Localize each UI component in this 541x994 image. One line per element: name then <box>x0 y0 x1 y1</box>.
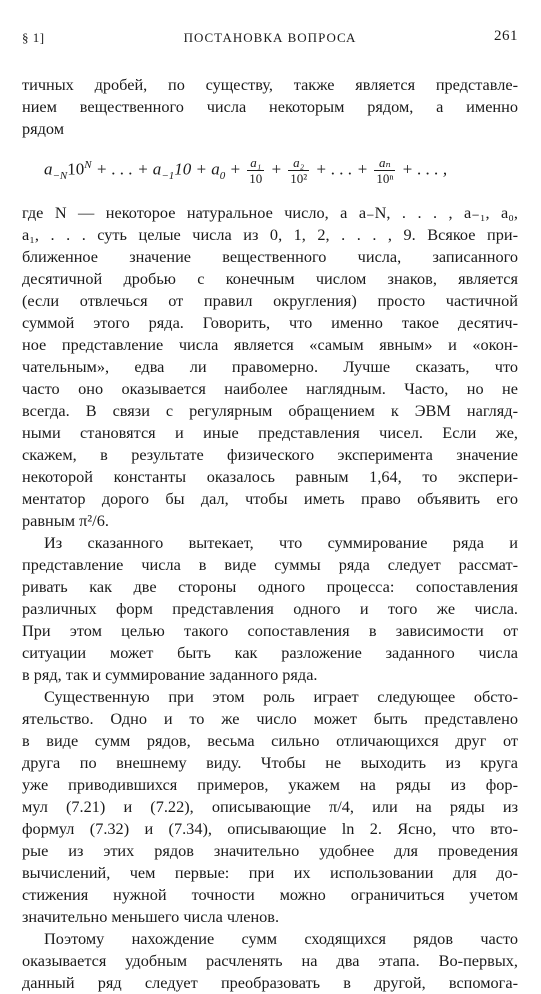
text-line: чательным», едва ли правомерно. Лучше сказать, что <box>22 357 518 376</box>
text-line: всегда. В связи с регулярным обращением к ЭВМ нагляд- <box>22 401 518 420</box>
text-line: некоторой константы оказалось равным 1,64, то экспери- <box>22 467 518 486</box>
text-line: различных форм представления одного и того же числа. <box>22 599 518 618</box>
text-line: ментатор дорого бы дал, чтобы иметь право объявить его <box>22 489 518 508</box>
text-line: мул (7.21) и (7.22), описывающие π/4, или на ряды из <box>22 797 518 816</box>
text-line: оказывается удобным расчленять на два этапа. Во-первых, <box>22 951 518 970</box>
page-number: 261 <box>494 28 518 44</box>
text-line: Из сказанного вытекает, что суммирование ряда и <box>44 533 518 552</box>
text-line: тичных дробей, по существу, также является представле- <box>22 75 518 94</box>
text-line: формул (7.32) и (7.34), описывающие ln 2. Ясно, что вто- <box>22 819 518 838</box>
text-line: При этом целью такого сопоставления в зависимости от <box>22 621 518 640</box>
fraction: $\frac{\text{aₙ}}{\text{10ⁿ}}$ <box>376 155 394 187</box>
text-line: вычислений, чем первые: при их использовании для до- <box>22 863 518 882</box>
chapter-title: ПОСТАНОВКА ВОПРОСА <box>183 30 357 45</box>
text-line: представление числа в виде суммы ряда следует рассмат- <box>22 555 518 574</box>
text-line: ятельство. Одно и то же число может быть представлено <box>22 709 518 728</box>
text-line: значительно меньшего числа членов. <box>22 907 280 926</box>
text-line: ными становятся и иные представления чисел. Если же, <box>22 423 518 442</box>
text-line: где N — некоторое натуральное число, а a₋N, . . . , a₋₁, a₀, <box>22 203 518 222</box>
page-body <box>22 74 518 994</box>
text-line: ближенное значение вещественного числа, записанного <box>22 247 518 266</box>
text-line: ное представление числа является «самым явным» и «окон- <box>22 335 518 354</box>
running-header <box>22 30 518 52</box>
text-line: десятичной дробью с конечным числом знаков, является <box>22 269 518 288</box>
text-line: ситуации может быть как разложение заданного числа <box>22 643 518 662</box>
text-line: ривать как две стороны одного процесса: сопоставления <box>22 577 518 596</box>
section-marker: § 1] <box>22 30 45 45</box>
text-line: в виде сумм рядов, весьма сильно отличающихся друг от <box>22 731 518 750</box>
text-line: Поэтому нахождение сумм сходящихся рядов часто <box>44 929 518 948</box>
text-line: часто оно оказывается наиболее наглядным. Часто, но не <box>22 379 518 398</box>
fraction: $\frac{\text{a₁}}{10}$ <box>249 155 263 187</box>
fraction: $\frac{\text{a₂}}{\text{10²}}$ <box>290 155 308 187</box>
text-line: друга по внешнему виду. Чтобы не выходить из круга <box>22 753 518 772</box>
text-line: рые из этих рядов значительно удобнее для проведения <box>22 841 518 860</box>
text-line: нием вещественного числа некоторым рядом, а именно <box>22 97 518 116</box>
series-formula: $a_{-N}10^N$ + . . . + $a_{-1}10 + a_0$ + $\frac{\text{a₁}}{10}$ + $\frac{\text{a₂}}{\text{10²}}$ + . . . + $\frac{\text{aₙ}}{\text{10ⁿ}}$ + . . . , <box>44 155 448 187</box>
text-line: равным π²/6. <box>22 511 109 530</box>
text-line: в ряд, так и суммирование заданного ряда. <box>22 665 318 684</box>
text-line: a₁, . . . суть целые числа из 0, 1, 2, . . . , 9. Всякое при- <box>22 225 518 244</box>
text-line: Существенную при этом роль играет следующее обсто- <box>44 687 518 706</box>
text-line: рядом <box>22 119 65 138</box>
text-line: данный ряд следует преобразовать в другой, вспомога- <box>22 973 518 992</box>
text-line: суммой этого ряда. Говорить, что именно такое десятич- <box>22 313 518 332</box>
text-line: скажем, в результате физического эксперимента значение <box>22 445 518 464</box>
text-line: стижения нужной точности можно ограничиться учетом <box>22 885 518 904</box>
text-line: уже приводившихся примеров, укажем на ряды из фор- <box>22 775 518 794</box>
text-line: (если отвлечься от правил округления) просто частичной <box>22 291 518 310</box>
